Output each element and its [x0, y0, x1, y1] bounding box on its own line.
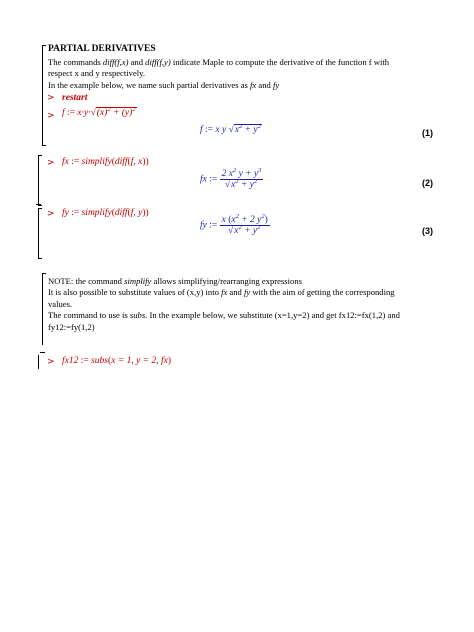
section-bracket-bottom	[42, 142, 46, 146]
prompt-restart[interactable]: >	[47, 93, 55, 103]
prompt-subs[interactable]: >	[47, 357, 55, 367]
input-fx[interactable]: fx := simplify(diff(f, x))	[62, 157, 149, 167]
equation-label-1: (1)	[422, 128, 433, 138]
prompt-define-f[interactable]: >	[47, 111, 55, 121]
group-bracket-bottom	[38, 255, 42, 259]
input-subs[interactable]: fx12 := subs(x = 1, y = 2, fx)	[62, 356, 171, 366]
output-fy: fy := $\frac{x (x^2 + 2 y^2)}{√x^2 + y^2}$	[200, 212, 268, 236]
group-bracket	[38, 355, 39, 369]
output-f: f := x y $√x^2 + y^2$	[200, 122, 261, 135]
input-define-f[interactable]: f := $x\cdot y\cdot√(x)^2 + (y)^2$	[62, 105, 136, 118]
diff-fy-command: diff(f,y)	[145, 57, 171, 67]
diff-fx-command: diff(f,x)	[102, 57, 129, 67]
group-bracket	[38, 208, 39, 258]
section-bracket	[42, 45, 43, 145]
separator-dash	[36, 204, 41, 205]
section-heading: PARTIAL DERIVATIVES	[48, 44, 156, 54]
equation-label-3: (3)	[422, 226, 433, 236]
intro-paragraph: The commands diff(f,x) and diff(f,y) indicate Maple to compute the derivative of the function f with respect x and y respectively. In the example below, we name such partial derivatives as fx and fy	[48, 57, 390, 90]
prompt-fx[interactable]: >	[47, 158, 55, 168]
simplify-command: simplify	[124, 276, 152, 286]
subs-command: subs	[129, 310, 146, 321]
input-restart[interactable]: restart	[62, 93, 88, 103]
group-bracket	[38, 155, 39, 205]
input-fy[interactable]: fy := simplify(diff(f, y))	[62, 208, 149, 218]
separator-dash	[40, 352, 45, 353]
prompt-fy[interactable]: >	[47, 209, 55, 219]
note-bracket	[42, 273, 43, 345]
output-fx: fx := $\frac{2 x^2 y + y^3}{√x^2 + y^2}$	[200, 166, 262, 190]
note-paragraph: NOTE: the command simplify allows simplifying/rearranging expressions It is also possible to substitute values of (x,y) into fx and fy with the aim of getting the corresponding values. The command to use is subs. In the example below, we substitute (x=1,y=2) and get fx12:=fx(1,2) and fy12:=fy(1,2)	[48, 276, 400, 332]
equation-label-2: (2)	[422, 178, 433, 188]
